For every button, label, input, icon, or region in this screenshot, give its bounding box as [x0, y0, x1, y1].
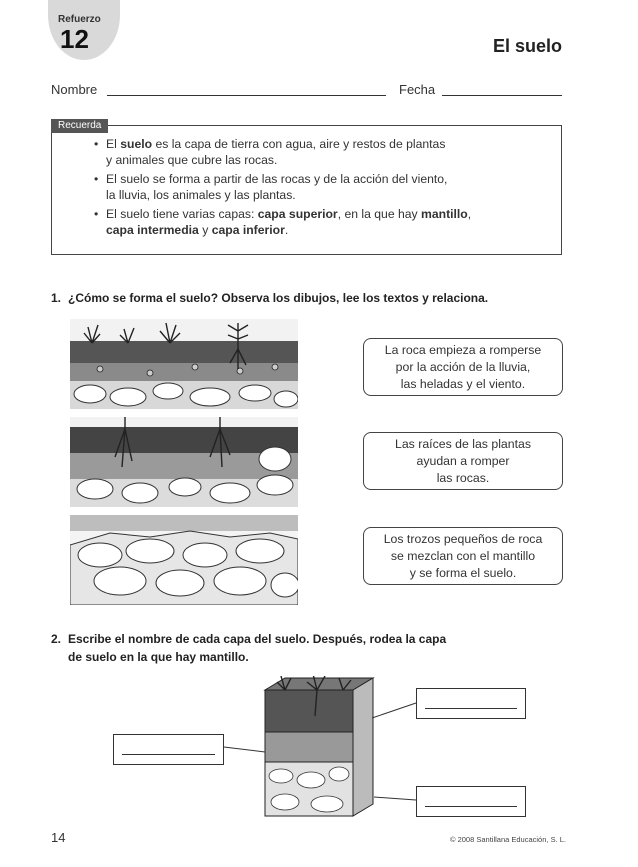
- relation-box-3-line-2: se mezclan con el mantillo: [390, 549, 536, 563]
- exercise-1-number: 1.: [51, 291, 62, 305]
- page-title: El suelo: [492, 36, 562, 56]
- relation-box-3-line-1: Los trozos pequeños de roca: [383, 532, 543, 546]
- recuerda-tag: Recuerda: [51, 119, 108, 133]
- exercise-2-prompt-line-1: Escribe el nombre de cada capa del suelo. Después, rodea la capa: [68, 632, 447, 646]
- exercise-2-number: 2.: [51, 632, 62, 646]
- date-label: Fecha: [399, 82, 436, 97]
- relation-box-2-line-1: Las raíces de las plantas: [394, 437, 532, 451]
- recuerda-bullet-3: • El suelo tiene varias capas: capa superior, en la que hay mantillo, capa intermedia y capa inferior.: [106, 207, 546, 238]
- copyright: © 2008 Santillana Educación, S. L.: [449, 835, 566, 844]
- exercise-2-prompt-line-2: de suelo en la que hay mantillo.: [68, 650, 249, 664]
- exercise-1-prompt: ¿Cómo se forma el suelo? Observa los dibujos, lee los textos y relaciona.: [68, 291, 489, 305]
- answer-box-left[interactable]: [113, 734, 224, 765]
- relation-box-1-line-3: las heladas y el viento.: [400, 377, 526, 391]
- worksheet-number: 12: [60, 24, 89, 54]
- relation-box-3-line-3: y se forma el suelo.: [409, 566, 517, 580]
- relation-box-2-line-2: ayudan a romper: [416, 454, 510, 468]
- name-label: Nombre: [51, 82, 98, 97]
- answer-box-top[interactable]: [416, 688, 526, 719]
- relation-box-1-line-1: La roca empieza a romperse: [384, 343, 542, 357]
- answer-box-bottom[interactable]: [416, 786, 526, 817]
- section-label: Refuerzo: [58, 14, 101, 25]
- recuerda-bullet-1: • El suelo es la capa de tierra con agua, aire y restos de plantas y animales que cubre las rocas.: [106, 137, 546, 168]
- relation-box-2-line-3: las rocas.: [436, 471, 490, 485]
- relation-box-1-line-2: por la acción de la lluvia,: [395, 360, 531, 374]
- page-number: 14: [51, 830, 66, 845]
- recuerda-bullet-2: • El suelo se forma a partir de las rocas y de la acción del viento, la lluvia, los animales y las plantas.: [106, 172, 546, 203]
